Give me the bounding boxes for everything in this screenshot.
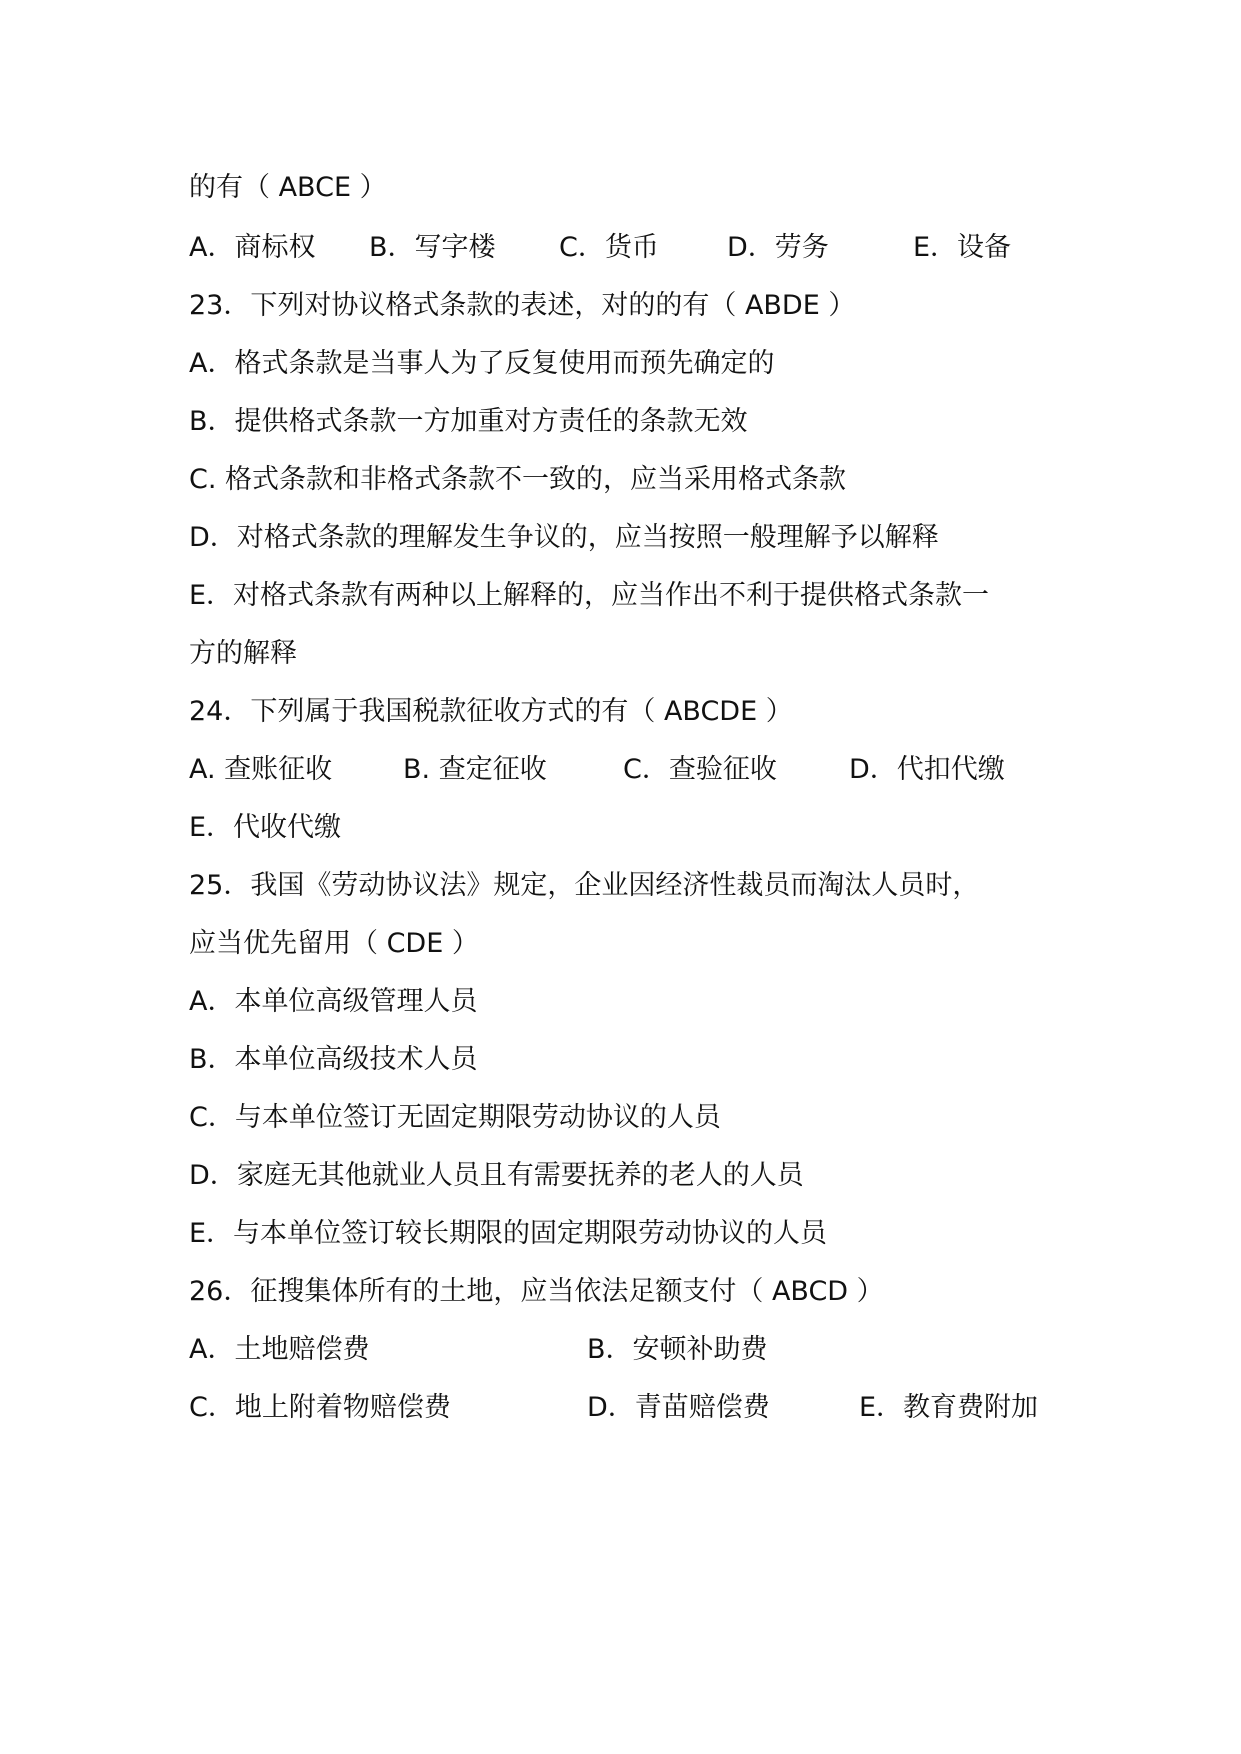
q26-options-row1 [189, 1328, 1089, 1372]
q22-option-a: A．商标权 [189, 232, 316, 263]
q25-stem-line2: 应当优先留用（ CDE ） [189, 928, 479, 959]
q22-option-b: B．写字楼 [369, 232, 496, 263]
q26-options-row2 [189, 1386, 1089, 1430]
q26-stem: 26．征搜集体所有的土地，应当依法足额支付（ ABCD ） [189, 1276, 884, 1307]
q23-option-e-line1: E．对格式条款有两种以上解释的，应当作出不利于提供格式条款一 [189, 580, 990, 611]
q22-options-row [189, 226, 1089, 270]
q26-option-c: C．地上附着物赔偿费 [189, 1392, 451, 1423]
q25-option-a: A．本单位高级管理人员 [189, 986, 478, 1017]
q23-option-e-line2: 方的解释 [189, 638, 297, 669]
q24-option-d: D．代扣代缴 [849, 754, 1005, 785]
q24-option-e: E．代收代缴 [189, 812, 342, 843]
q26-option-b: B．安顿补助费 [587, 1334, 768, 1365]
q23-option-b: B．提供格式条款一方加重对方责任的条款无效 [189, 406, 748, 437]
q26-option-a: A．土地赔偿费 [189, 1334, 370, 1365]
q22-stem-tail: 的有（ ABCE ） [189, 172, 387, 203]
q26-option-d: D．青苗赔偿费 [587, 1392, 770, 1423]
q25-option-c: C．与本单位签订无固定期限劳动协议的人员 [189, 1102, 721, 1133]
q26-option-e: E．教育费附加 [859, 1392, 1039, 1423]
q22-option-c: C．货币 [559, 232, 659, 263]
q25-option-e: E．与本单位签订较长期限的固定期限劳动协议的人员 [189, 1218, 828, 1249]
q22-option-e: E．设备 [913, 232, 1012, 263]
q25-stem-line1: 25．我国《劳动协议法》规定，企业因经济性裁员而淘汰人员时， [189, 870, 980, 901]
q24-option-a: A. 查账征收 [189, 754, 333, 785]
q23-stem: 23．下列对协议格式条款的表述，对的的有（ ABDE ） [189, 290, 856, 321]
q24-option-b: B. 查定征收 [403, 754, 547, 785]
q23-option-a: A．格式条款是当事人为了反复使用而预先确定的 [189, 348, 775, 379]
q25-option-b: B．本单位高级技术人员 [189, 1044, 478, 1075]
q23-option-c: C. 格式条款和非格式条款不一致的，应当采用格式条款 [189, 464, 847, 495]
q24-option-c: C．查验征收 [623, 754, 777, 785]
q24-options-row [189, 748, 1089, 792]
q22-option-d: D．劳务 [727, 232, 829, 263]
q24-stem: 24．下列属于我国税款征收方式的有（ ABCDE ） [189, 696, 793, 727]
q25-option-d: D．家庭无其他就业人员且有需要抚养的老人的人员 [189, 1160, 804, 1191]
q23-option-d: D．对格式条款的理解发生争议的，应当按照一般理解予以解释 [189, 522, 939, 553]
